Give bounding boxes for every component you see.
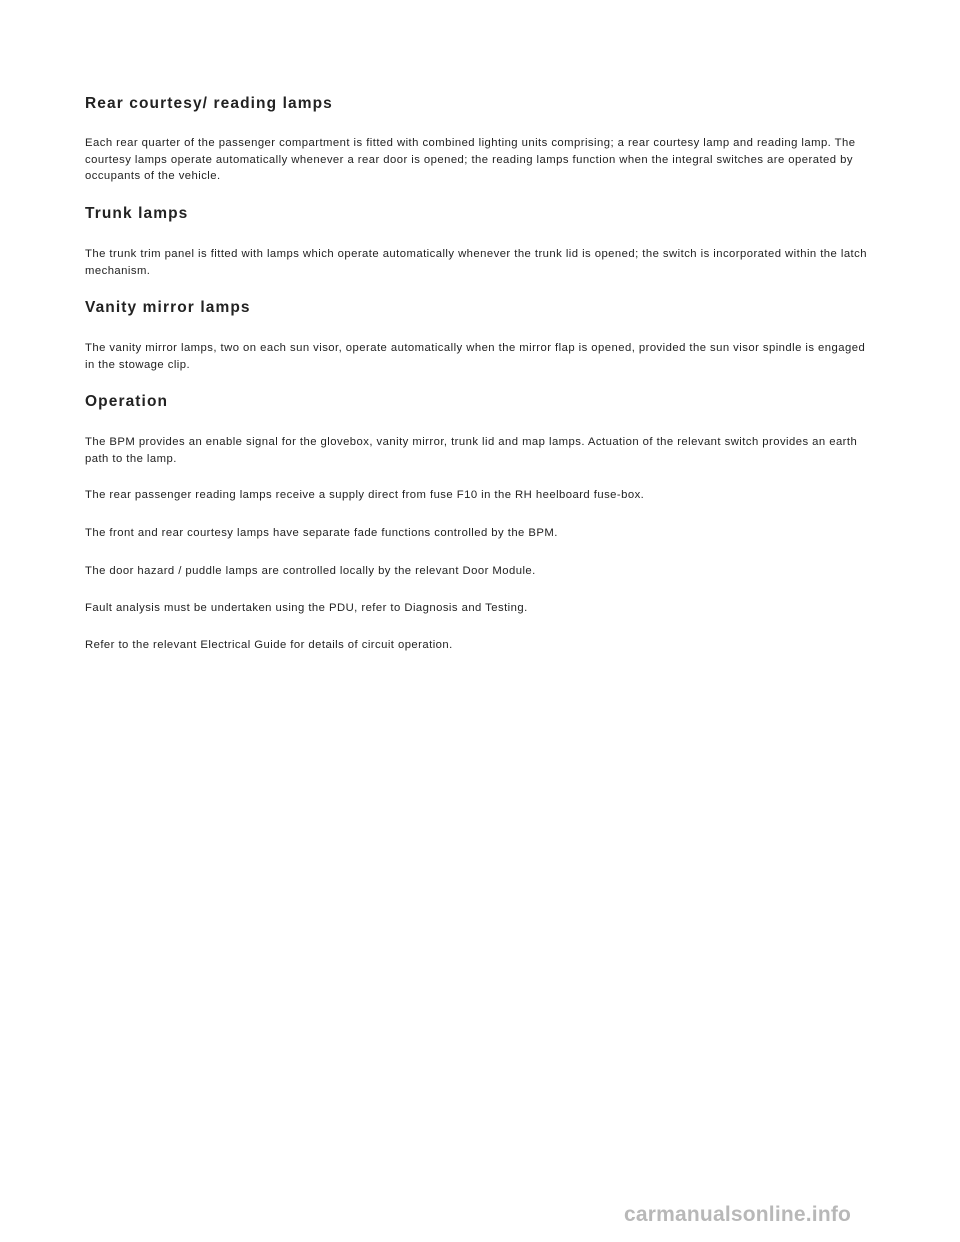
section-paragraph: The trunk trim panel is fitted with lamps which operate automatically whenever the trunk lid is opened; the switch is incorporated within the latch mechanism. [85,248,867,277]
section-paragraph: Refer to the relevant Electrical Guide for details of circuit operation. [85,639,453,651]
section-heading: Rear courtesy/ reading lamps [85,95,333,112]
section-heading: Trunk lamps [85,205,189,222]
section-heading: Vanity mirror lamps [85,299,251,316]
section-heading: Operation [85,393,169,410]
section-paragraph: The vanity mirror lamps, two on each sun visor, operate automatically when the mirror flap is opened, provided the sun visor spindle is engaged in the stowage clip. [85,342,866,371]
section-paragraph: The rear passenger reading lamps receive a supply direct from fuse F10 in the RH heelboard fuse-box. [85,489,645,501]
section-paragraph: The BPM provides an enable signal for the glovebox, vanity mirror, trunk lid and map lamps. Actuation of the relevant switch provides an earth path to the lamp. [85,436,858,465]
section-paragraph: Fault analysis must be undertaken using the PDU, refer to Diagnosis and Testing. [85,602,528,614]
section-paragraph: Each rear quarter of the passenger compartment is fitted with combined lighting units comprising; a rear courtesy lamp and reading lamp. The courtesy lamps operate automatically whenever a rear door is opened; the reading lamps function when the integral switches are operated by occupants of the vehicle. [85,137,856,182]
section-paragraph: The front and rear courtesy lamps have separate fade functions controlled by the BPM. [85,527,558,539]
watermark-text: carmanualsonline.info [624,1203,852,1226]
section-paragraph: The door hazard / puddle lamps are controlled locally by the relevant Door Module. [85,565,536,577]
